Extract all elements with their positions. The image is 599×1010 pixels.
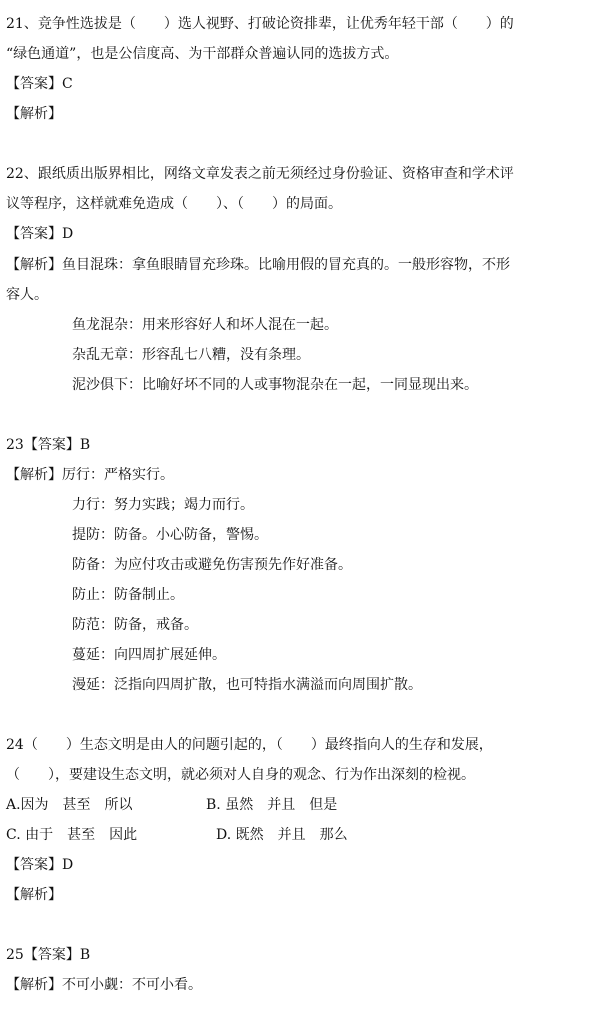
q24-stem-line2: （ ），要建设生态文明，就必须对人自身的观念、行为作出深刻的检视。 xyxy=(6,767,475,783)
q23-term: 蔓延：向四周扩展延伸。 xyxy=(72,647,226,663)
q22-term: 泥沙俱下：比喻好坏不同的人或事物混杂在一起，一同显现出来。 xyxy=(72,377,478,393)
q22-analysis-line1: 【解析】鱼目混珠：拿鱼眼睛冒充珍珠。比喻用假的冒充真的。一般形容物，不形 xyxy=(6,257,510,273)
q24-option-c: C. 由于 甚至 因此 xyxy=(6,827,138,843)
q23-term: 力行：努力实践；竭力而行。 xyxy=(72,497,254,513)
q25-analysis: 【解析】不可小觑：不可小看。 xyxy=(6,977,202,993)
q21-stem-line2: “绿色通道”，也是公信度高、为干部群众普遍认同的选拔方式。 xyxy=(6,46,399,62)
q23-term: 防备：为应付攻击或避免伤害预先作好准备。 xyxy=(72,557,352,573)
q22-stem-line1: 22、跟纸质出版界相比，网络文章发表之前无须经过身份验证、资格审查和学术评 xyxy=(6,166,514,182)
q22-answer: 【答案】D xyxy=(6,226,74,242)
q24-options-row2 xyxy=(6,826,348,844)
q22-analysis-line2: 容人。 xyxy=(6,287,48,303)
q22-term: 鱼龙混杂：用来形容好人和坏人混在一起。 xyxy=(72,317,338,333)
q23-term: 提防：防备。小心防备，警惕。 xyxy=(72,527,268,543)
q24-answer: 【答案】D xyxy=(6,857,74,873)
q23-analysis: 【解析】厉行：严格实行。 xyxy=(6,467,174,483)
q21-analysis: 【解析】 xyxy=(6,106,62,122)
q22-stem-line2: 议等程序，这样就难免造成（ ）、（ ）的局面。 xyxy=(6,196,342,212)
q25-answer: 25【答案】B xyxy=(6,947,91,963)
q23-term: 漫延：泛指向四周扩散，也可特指水满溢而向周围扩散。 xyxy=(72,677,422,693)
q24-option-a: A.因为 甚至 所以 xyxy=(6,797,133,813)
q21-stem-line1: 21、竞争性选拔是（ ）选人视野、打破论资排辈，让优秀年轻干部（ ）的 xyxy=(6,16,514,32)
q21-answer: 【答案】C xyxy=(6,76,73,92)
q24-option-d: D. 既然 并且 那么 xyxy=(216,827,348,843)
q24-option-b: B. 虽然 并且 但是 xyxy=(206,797,338,813)
q23-answer: 23【答案】B xyxy=(6,437,91,453)
q24-options-row1 xyxy=(6,796,337,814)
q24-analysis: 【解析】 xyxy=(6,887,62,903)
q23-term: 防范：防备，戒备。 xyxy=(72,617,198,633)
q22-term: 杂乱无章：形容乱七八糟，没有条理。 xyxy=(72,347,310,363)
q23-term: 防止：防备制止。 xyxy=(72,587,184,603)
q24-stem-line1: 24（ ）生态文明是由人的问题引起的，（ ）最终指向人的生存和发展， xyxy=(6,737,493,753)
